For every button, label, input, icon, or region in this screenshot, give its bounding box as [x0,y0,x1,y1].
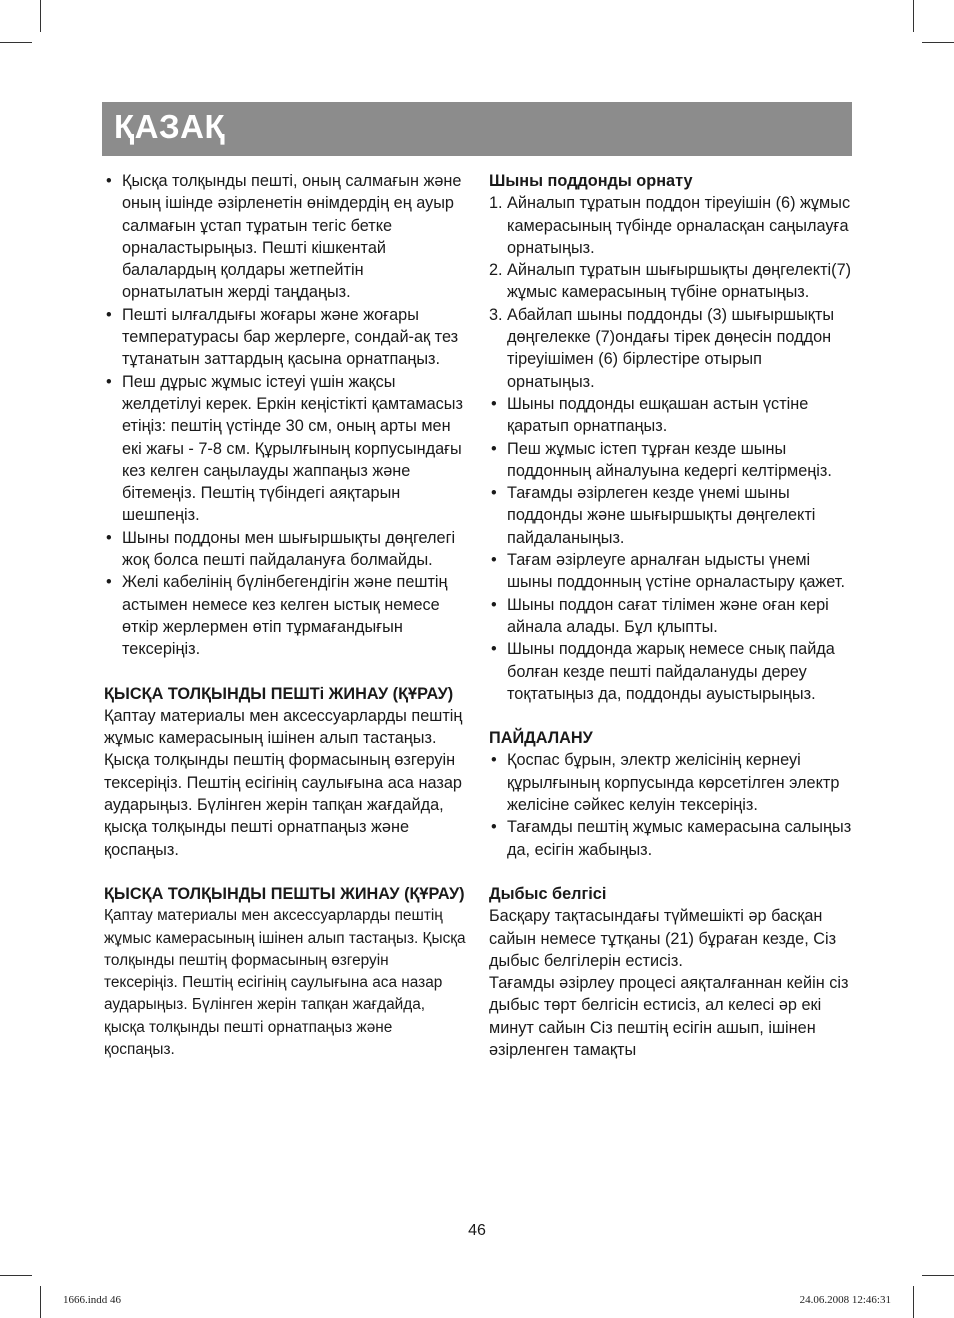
list-item: • Пеш жұмыс істеп тұрған кезде шыны поддонның айналуына кедергі келтірмеңіз. [489,438,853,483]
list-item: • Пеш дұрыс жұмыс істеуі үшін жақсы желдетілуі керек. Еркін кеңістікті қамтамасыз етіңіз: пештің үстінде 30 см, оның арты мен екі жағы - 7-8 см. Құрылғының корпусындағы кез келген саңылауды жаппаңыз және бітемеңіз. Пештің түбіндегі аяқтарын шешпеңіз. [104,371,466,527]
list-item: • Тағам әзірлеуге арналған ыдысты үнемі шыны поддонның үстіне орналастыру қажет. [489,549,853,594]
tray-steps [489,192,853,393]
list-item: 2. Айналып тұратын шығыршықты дөңгелекті(7) жұмыс камерасының түбіне орнатыңыз. [489,261,852,302]
print-slug-file: 1666.indd 46 [63,1294,122,1306]
section-text: Басқару тақтасындағы түймешікті әр басқан сайын немесе тұтқаны (21) бұраған кезде, Сіз дыбыс белгілерін естисіз. [489,907,837,970]
list-item: 3. Абайлап шыны поддонды (3) шығыршықты дөңгелекке (7)ондағы тірек дөңесін поддон тіреуішімен (6) бірлестіре отырып орнатыңыз. [489,305,835,391]
page-number: 46 [468,1222,486,1239]
list-item: • Тағамды әзірлеген кезде үнемі шыны поддонды және шығыршықты дөңгелекті пайдаланыңыз. [489,482,853,549]
list-item: • Қысқа толқынды пешті, оның салмағын және оның ішінде әзірленетін өнімдердің ең ауыр салмағын ұстап тұратын тегіс бетке орналастырыңыз. Пешті кішкентай балалардың қолдары жетпейтін орнатылатын жерді таңдаңыз. [104,170,466,304]
crop-mark [0,42,32,43]
section-heading: ПАЙДАЛАНУ [489,729,593,748]
list-item: • Шыны поддон сағат тілімен және оған кері айнала алады. Бұл қлыпты. [489,594,853,639]
section-text: Тағамды әзірлеу процесі аяқталғаннан кейін сіз дыбыс төрт белгісін естисіз, ал келесі әр екі минут сайын Сіз пештің есігін ашып, ішінен әзірленген тамақты [489,974,849,1059]
crop-mark [922,1275,954,1276]
crop-mark [40,0,41,32]
page-title: ҚАЗАҚ [114,108,226,145]
list-item: • Қоспас бұрын, электр желісінің кернеуі құрылғының корпусында көрсетілген электр желісіне сәйкес келуін тексеріңіз. [489,749,853,816]
list-item: • Желі кабелінің бүлінбегендігін және пештің астымен немесе кез келген ыстық немесе өткір жерлермен өтіп тұрмағандығын тексеріңіз. [104,571,466,660]
crop-mark [40,1286,41,1318]
list-item: • Шыны поддонды ешқашан астын үстіне қаратып орнатпаңыз. [489,393,853,438]
list-item: • Шыны поддонда жарық немесе снық пайда болған кезде пешті пайдалануды дереу тоқтатыңыз да, поддонды ауыстырыңыз. [489,638,853,705]
list-item: • Тағамды пештің жұмыс камерасына салыңыз да, есігін жабыңыз. [489,816,853,861]
tray-notes [489,393,853,705]
left-column [104,170,466,1061]
crop-mark [922,42,954,43]
usage-list [489,749,853,860]
section-heading: Шыны поддонды орнату [489,172,693,190]
list-item: • Шыны поддоны мен шығыршықты дөңгелегі жоқ болса пешті пайдалануға болмайды. [104,527,466,572]
right-column [489,170,853,1061]
crop-mark [913,1286,914,1318]
crop-mark [913,0,914,32]
safety-list [104,170,466,661]
section-heading: ҚЫСҚА ТОЛҚЫНДЫ ПЕШТі ЖИНАУ (ҚҰРАУ) [104,684,454,703]
language-banner [102,102,852,156]
list-item: • Пешті ылғалдығы жоғары және жоғары температурасы бар жерлерге, сондай-ақ тез тұтанатын заттардың қасына орнатпаңыз. [104,304,466,371]
crop-mark [0,1275,32,1276]
print-slug-date: 24.06.2008 12:46:31 [799,1294,891,1306]
list-item: 1. Айналып тұратын поддон тіреуішін (6) жұмыс камерасының түбінде орналасқан саңылауға орнатыңыз. [489,194,851,257]
section-heading: ҚЫСҚА ТОЛҚЫНДЫ ПЕШТЫ ЖИНАУ (ҚҰРАУ) [104,884,465,903]
section-text: Қаптау материалы мен аксессуарларды пештің жұмыс камерасының ішінен алып тастаңыз. Қысқа толқынды пештің формасының өзгеруін тексеріңіз. Пештің есігінің саулығына аса назар аударыңыз. Бүлінген жерін тапқан жағдайда, қысқа толқынды пешті орнатпаңыз және қоспаңыз. [104,706,463,859]
section-text: Қаптау материалы мен аксессуарларды пештің жұмыс камерасының ішінен алып тастаңыз. Қысқа толқынды пештің формасының өзгеруін тексеріңіз. Пештің есігінің саулығына аса назар аударыңыз. Бүлінген жерін тапқан жағдайда, қысқа толқынды пешті орнатпаңыз және қоспаңыз. [104,907,466,1058]
section-heading: Дыбыс белгісі [489,884,607,903]
